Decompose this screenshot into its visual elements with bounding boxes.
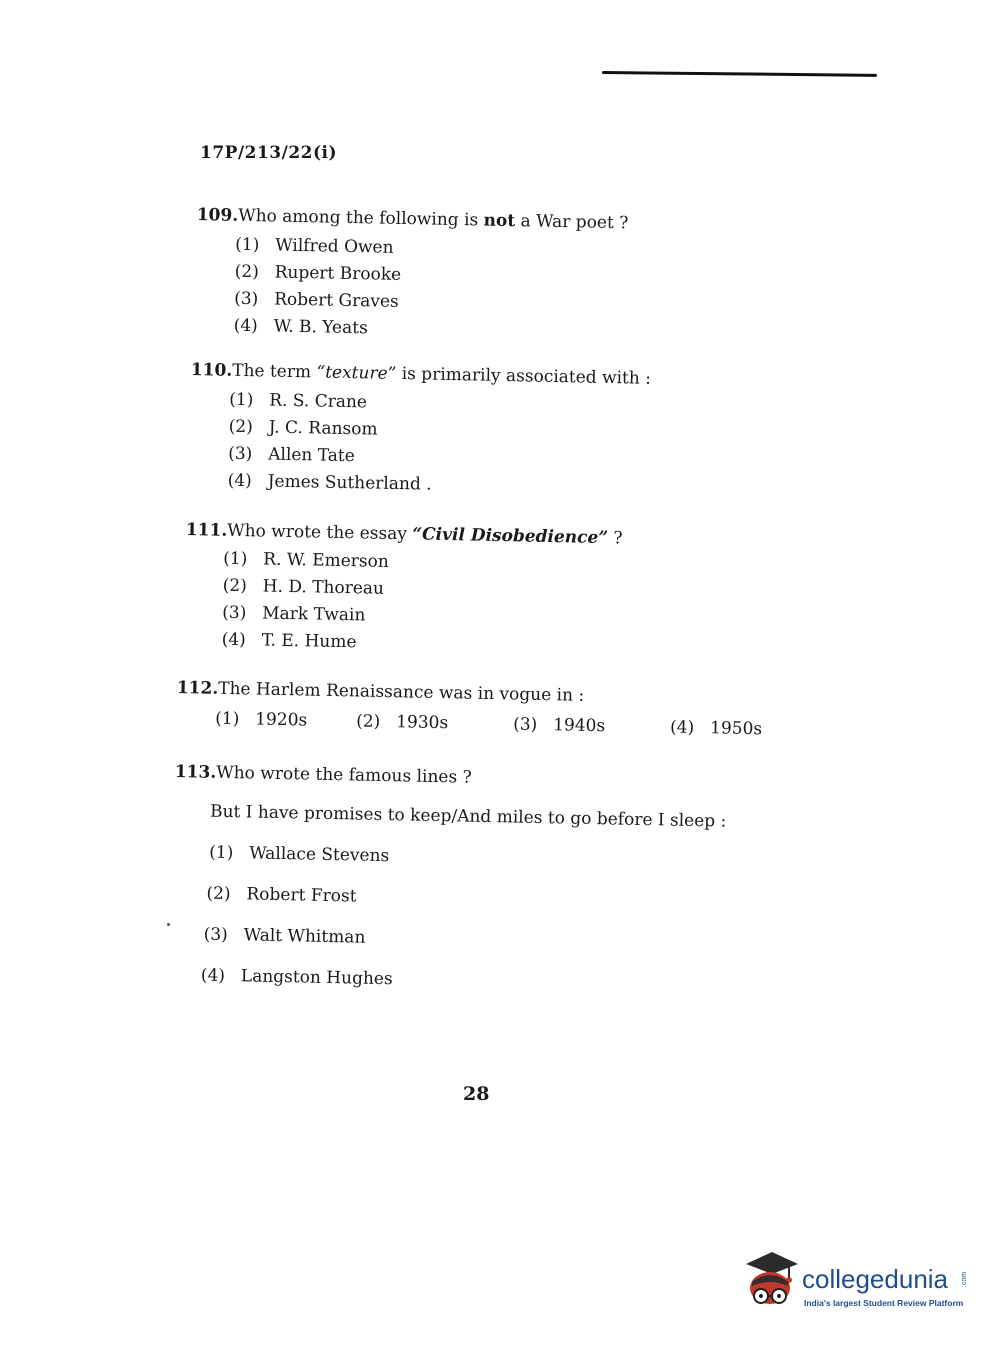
option-4: (4) Langston Hughes [200,965,393,990]
option-4: (4) 1950s [669,717,763,740]
header-rule [602,71,877,77]
option-3: (3) Allen Tate [228,443,356,467]
option-4: (4) Jemes Sutherland . [227,470,432,495]
scan-speck [167,923,170,926]
question-112 [176,678,763,740]
question-number: 109. [196,205,239,226]
option-4: (4) W. B. Yeats [233,315,368,339]
essay-title: “Civil Disobedience” [412,524,609,549]
option-2: (2) Robert Frost [206,883,357,907]
option-4: (4) T. E. Hume [221,629,357,653]
option-3: (3) Walt Whitman [203,924,366,948]
paper-code: 17P/213/22(i) [200,143,338,163]
option-1: (1) Wallace Stevens [209,842,390,867]
option-2: (2) Rupert Brooke [234,261,402,285]
question-stem: 111.Who wrote the essay “Civil Disobedience” ? [185,520,623,549]
option-1: (1) R. S. Crane [229,389,368,413]
logo-domain-suffix: .com [961,1271,969,1288]
option-2: (2) H. D. Thoreau [222,575,385,599]
logo-brand-text: collegedunia [802,1264,949,1294]
option-1: (1) R. W. Emerson [223,548,389,572]
question-stem: 110.The term “texture” is primarily associated with : [190,360,652,389]
question-number: 113. [174,762,217,783]
term-texture: “texture” [316,362,397,384]
question-110 [190,360,652,495]
emphasis-not: not [483,210,516,232]
question-stem: 109.Who among the following is not a War poet ? [196,205,629,234]
option-3: (3) Mark Twain [222,602,366,626]
page-number: 28 [463,1083,490,1105]
question-stem: 113.Who wrote the famous lines ? [174,762,472,788]
option-2: (2) 1930s [356,711,449,734]
question-stem: 112.The Harlem Renaissance was in vogue in : [176,678,585,706]
option-1: (1) Wilfred Owen [235,234,394,258]
question-111 [185,520,623,653]
question-number: 112. [176,678,219,699]
option-1: (1) 1920s [215,708,308,731]
question-113 [174,762,727,990]
logo-tagline: India's largest Student Review Platform [804,1298,964,1308]
option-2: (2) J. C. Ransom [228,416,378,440]
question-109 [196,205,629,339]
question-number: 111. [185,520,228,541]
option-3: (3) Robert Graves [234,288,399,312]
collegedunia-logo [742,1250,972,1320]
option-3: (3) 1940s [512,714,606,737]
student-mascot-icon [742,1250,800,1312]
quoted-lines: But I have promises to keep/And miles to go before I sleep : [209,801,727,832]
question-number: 110. [190,360,233,381]
